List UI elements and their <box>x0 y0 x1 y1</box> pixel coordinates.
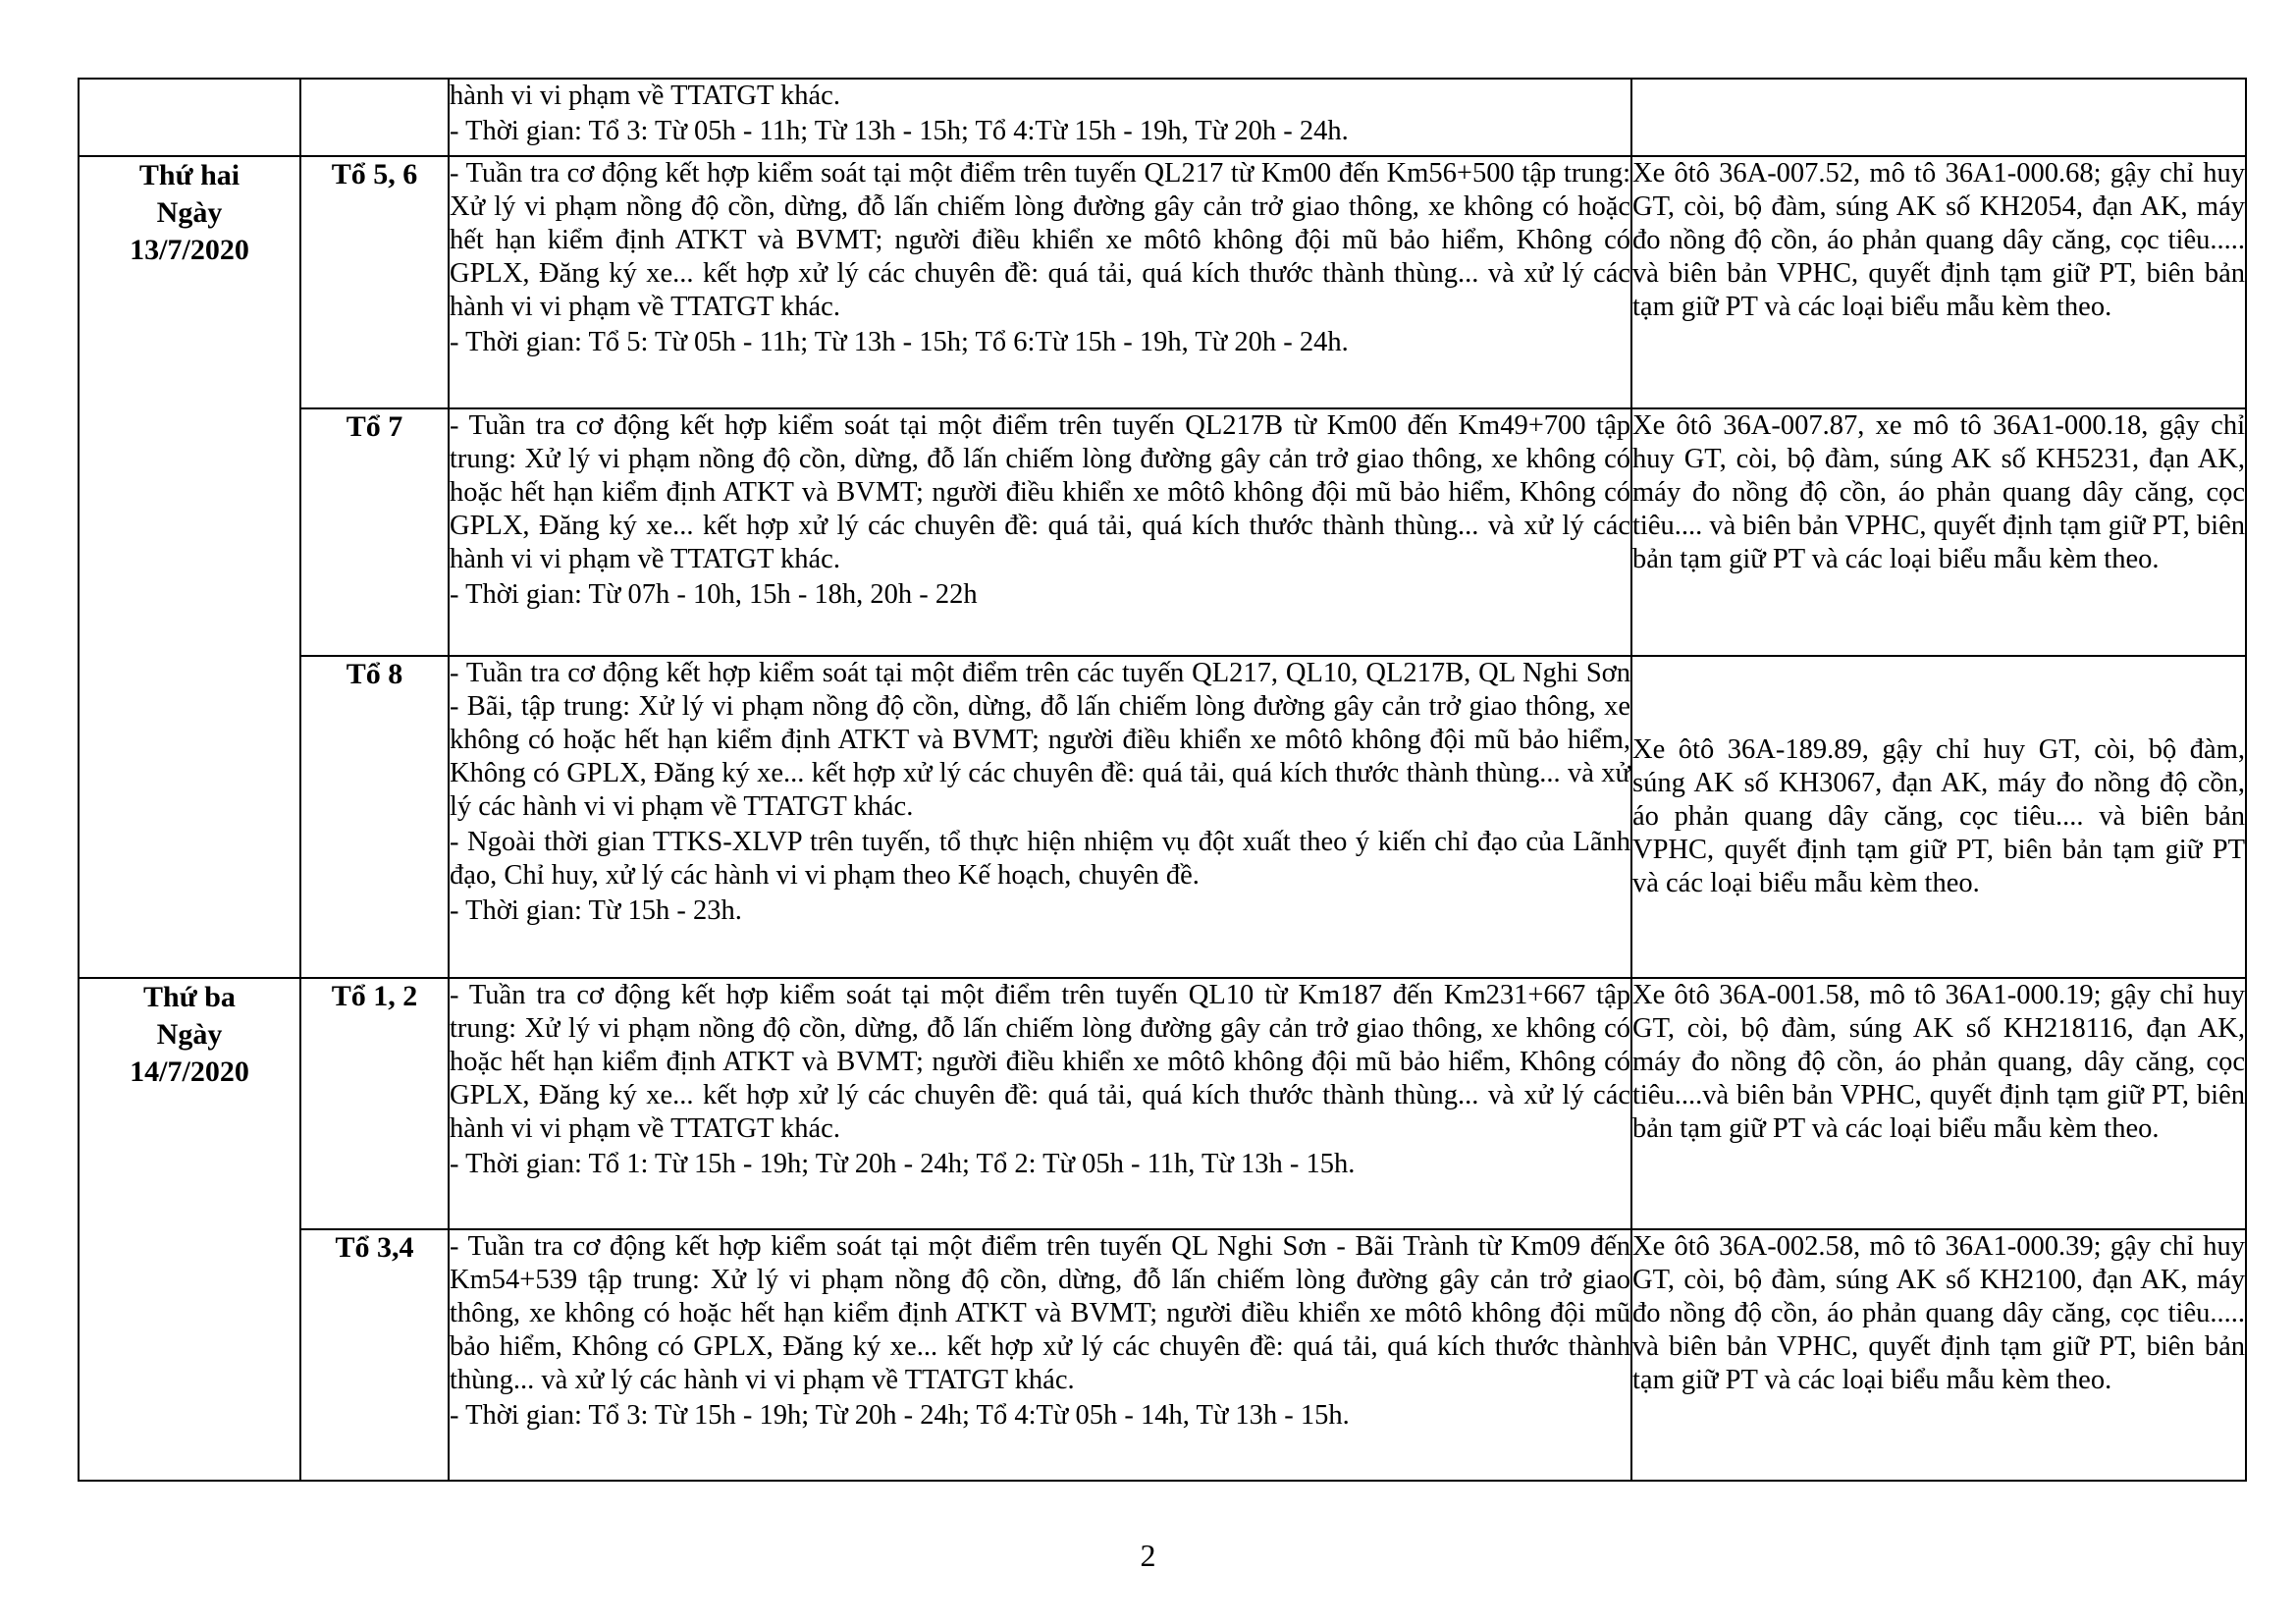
task-text: - Tuần tra cơ động kết hợp kiểm soát tại một điểm trên tuyến QL217B từ Km00 đến Km49+700 tập trung: Xử lý vi phạm nồng độ cồn, dừng, đỗ lấn chiếm lòng đường gây cản trở giao thông, xe không có hoặc hết hạn kiểm định ATKT và BVMT; người điều khiển xe môtô không đội mũ bảo hiểm, Không có GPLX, Đăng ký xe... kết hợp xử lý các chuyên đề: quá tải, quá kích thước thành thùng... và xử lý các hành vi vi phạm về TTATGT khác. <box>450 410 1630 574</box>
table-row <box>79 978 2246 1229</box>
day-label: Ngày <box>156 1018 223 1051</box>
task-time: - Thời gian: Từ 07h - 10h, 15h - 18h, 20h - 22h <box>450 579 978 610</box>
schedule-table <box>78 78 2247 1482</box>
day-cell <box>79 978 300 1481</box>
team-cell: Tổ 8 <box>300 656 449 978</box>
task-text: - Tuần tra cơ động kết hợp kiểm soát tại một điểm trên tuyến QL217 từ Km00 đến Km56+500 tập trung: Xử lý vi phạm nồng độ cồn, dừng, đỗ lấn chiếm lòng đường gây cản trở giao thông, xe không có hoặc hết hạn kiểm định ATKT và BVMT; người điều khiển xe môtô không đội mũ bảo hiểm, Không có GPLX, Đăng ký xe... kết hợp xử lý các chuyên đề: quá tải, quá kích thước thành thùng... và xử lý các hành vi vi phạm về TTATGT khác. <box>450 158 1630 322</box>
equipment-cell: Xe ôtô 36A-001.58, mô tô 36A1-000.19; gậy chỉ huy GT, còi, bộ đàm, súng AK số KH218116, đạn AK, máy đo nồng độ cồn, áo phản quang, dây căng, cọc tiêu....và biên bản VPHC, quyết định tạm giữ PT, biên bản tạm giữ PT và các loại biểu mẫu kèm theo. <box>1631 978 2246 1229</box>
task-cell <box>449 1229 1631 1481</box>
day-cell-empty <box>79 79 300 156</box>
task-text: hành vi vi phạm về TTATGT khác. <box>450 81 840 111</box>
task-cell <box>449 156 1631 408</box>
table-row <box>79 1229 2246 1481</box>
task-note: - Ngoài thời gian TTKS-XLVP trên tuyến, tổ thực hiện nhiệm vụ đột xuất theo ý kiến chỉ đạo của Lãnh đạo, Chỉ huy, xử lý các hành vi vi phạm theo Kế hoạch, chuyên đề. <box>450 827 1630 891</box>
team-cell: Tổ 7 <box>300 408 449 656</box>
task-time: - Thời gian: Tổ 5: Từ 05h - 11h; Từ 13h - 15h; Tổ 6:Từ 15h - 19h, Từ 20h - 24h. <box>450 327 1349 357</box>
day-label: Ngày <box>156 196 223 229</box>
team-cell: Tổ 5, 6 <box>300 156 449 408</box>
table-row <box>79 156 2246 408</box>
task-time: - Thời gian: Tổ 3: Từ 15h - 19h; Từ 20h - 24h; Tổ 4:Từ 05h - 14h, Từ 13h - 15h. <box>450 1400 1350 1431</box>
team-cell: Tổ 3,4 <box>300 1229 449 1481</box>
task-cell <box>449 656 1631 978</box>
task-text: - Tuần tra cơ động kết hợp kiểm soát tại một điểm trên các tuyến QL217, QL10, QL217B, QL Nghi Sơn - Bãi, tập trung: Xử lý vi phạm nồng độ cồn, dừng, đỗ lấn chiếm lòng đường gây cản trở giao thông, xe không có hoặc hết hạn kiểm định ATKT và BVMT; người điều khiển xe môtô không đội mũ bảo hiểm, Không có GPLX, Đăng ký xe... kết hợp xử lý các chuyên đề: quá tải, quá kích thước thành thùng... và xử lý các hành vi vi phạm về TTATGT khác. <box>450 658 1630 822</box>
equipment-cell <box>1631 79 2246 156</box>
day-date: 14/7/2020 <box>130 1056 249 1088</box>
task-cell <box>449 978 1631 1229</box>
table-row <box>79 408 2246 656</box>
table-row <box>79 79 2246 156</box>
day-weekday: Thứ ba <box>143 981 236 1013</box>
task-time: - Thời gian: Từ 15h - 23h. <box>450 895 742 926</box>
day-weekday: Thứ hai <box>138 159 240 191</box>
task-text: - Tuần tra cơ động kết hợp kiểm soát tại một điểm trên tuyến QL Nghi Sơn - Bãi Trành từ Km09 đến Km54+539 tập trung: Xử lý vi phạm nồng độ cồn, dừng, đỗ lấn chiếm lòng đường gây cản trở giao thông, xe không có hoặc hết hạn kiểm định ATKT và BVMT; người điều khiển xe môtô không đội mũ bảo hiểm, Không có GPLX, Đăng ký xe... kết hợp xử lý các chuyên đề: quá tải, quá kích thước thành thùng... và xử lý các hành vi vi phạm về TTATGT khác. <box>450 1231 1630 1395</box>
table-row <box>79 656 2246 978</box>
day-cell <box>79 156 300 978</box>
task-cell <box>449 79 1631 156</box>
equipment-cell: Xe ôtô 36A-002.58, mô tô 36A1-000.39; gậy chỉ huy GT, còi, bộ đàm, súng AK số KH2100, đạn AK, máy đo nồng độ cồn, áo phản quang dây căng, cọc tiêu..... và biên bản VPHC, quyết định tạm giữ PT, biên bản tạm giữ PT và các loại biểu mẫu kèm theo. <box>1631 1229 2246 1481</box>
team-cell <box>300 79 449 156</box>
task-cell <box>449 408 1631 656</box>
task-time: - Thời gian: Tổ 1: Từ 15h - 19h; Từ 20h - 24h; Tổ 2: Từ 05h - 11h, Từ 13h - 15h. <box>450 1149 1356 1179</box>
team-cell: Tổ 1, 2 <box>300 978 449 1229</box>
equipment-cell: Xe ôtô 36A-189.89, gậy chỉ huy GT, còi, bộ đàm, súng AK số KH3067, đạn AK, máy đo nồng độ cồn, áo phản quang dây căng, cọc tiêu.... và biên bản VPHC, quyết định tạm giữ PT, biên bản tạm giữ PT và các loại biểu mẫu kèm theo. <box>1631 656 2246 978</box>
equipment-cell: Xe ôtô 36A-007.87, xe mô tô 36A1-000.18, gậy chỉ huy GT, còi, bộ đàm, súng AK số KH5231, đạn AK, máy đo nồng độ cồn, áo phản quang dây căng, cọc tiêu.... và biên bản VPHC, quyết định tạm giữ PT, biên bản tạm giữ PT và các loại biểu mẫu kèm theo. <box>1631 408 2246 656</box>
task-text: - Tuần tra cơ động kết hợp kiểm soát tại một điểm trên tuyến QL10 từ Km187 đến Km231+667 tập trung: Xử lý vi phạm nồng độ cồn, dừng, đỗ lấn chiếm lòng đường gây cản trở giao thông, xe không có hoặc hết hạn kiểm định ATKT và BVMT; người điều khiển xe môtô không đội mũ bảo hiểm, Không có GPLX, Đăng ký xe... kết hợp xử lý các chuyên đề: quá tải, quá kích thước thành thùng... và xử lý các hành vi vi phạm về TTATGT khác. <box>450 980 1630 1144</box>
task-time: - Thời gian: Tổ 3: Từ 05h - 11h; Từ 13h - 15h; Tổ 4:Từ 15h - 19h, Từ 20h - 24h. <box>450 116 1349 146</box>
equipment-cell: Xe ôtô 36A-007.52, mô tô 36A1-000.68; gậy chỉ huy GT, còi, bộ đàm, súng AK số KH2054, đạn AK, máy đo nồng độ cồn, áo phản quang dây căng, cọc tiêu..... và biên bản VPHC, quyết định tạm giữ PT, biên bản tạm giữ PT và các loại biểu mẫu kèm theo. <box>1631 156 2246 408</box>
page-number: 2 <box>1140 1538 1156 1573</box>
day-date: 13/7/2020 <box>130 234 249 266</box>
